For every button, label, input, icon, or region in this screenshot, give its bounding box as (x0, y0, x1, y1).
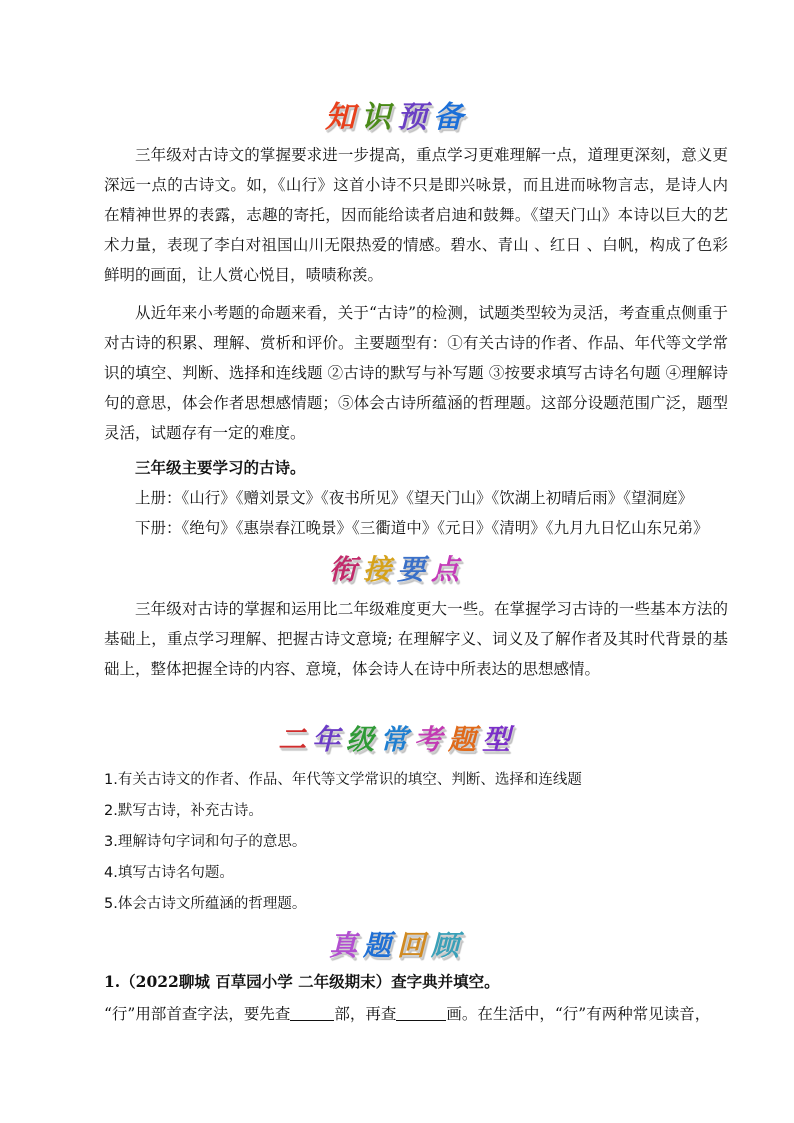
heading-char: 回 (397, 929, 432, 962)
poems-title: 三年级主要学习的古诗。 (135, 458, 306, 477)
heading-char: 要 (397, 553, 432, 586)
heading-char: 题 (448, 723, 483, 756)
heading-char: 题 (362, 929, 397, 962)
heading-char: 备 (433, 100, 469, 135)
type-item-3: 3.理解诗句字词和句子的意思。 (104, 834, 307, 850)
heading-char: 衔 (328, 553, 363, 586)
heading-past-questions (0, 924, 794, 964)
heading-char: 年 (311, 723, 346, 756)
heading-char: 知 (325, 100, 361, 135)
heading-char: 预 (397, 100, 433, 135)
heading-char: 顾 (431, 929, 466, 962)
intro-paragraph-1: 三年级对古诗文的掌握要求进一步提高，重点学习更难理解一点，道理更深刻，意义更深远一点的古诗文。如，《山行》这首小诗不只是即兴咏景，而且进而咏物言志，是诗人内在精神世界的表露，志趣的寄托，因而能给读者启迪和鼓舞。《望天门山》本诗以巨大的艺术力量，表现了李白对祖国山川无限热爱的情感。碧水、青山 、红日 、白帆，构成了色彩鲜明的画面，让人赏心悦目，啧啧称羡。 (104, 146, 728, 284)
poems-lower-volume: 下册：《绝句》《惠崇春江晚景》《三衢道中》《元日》《清明》《九月九日忆山东兄弟》 (135, 519, 709, 537)
radical-blank[interactable] (290, 1004, 334, 1021)
heading-char: 考 (414, 723, 449, 756)
poems-upper-volume: 上册：《山行》《赠刘景文》《夜书所见》《望天门山》《饮湖上初晴后雨》《望洞庭》 (135, 489, 694, 507)
heading-char: 二 (277, 723, 312, 756)
question-1-text-c: 画。在生活中，“行”有两种常见读音， (446, 1005, 711, 1023)
heading-char: 型 (482, 723, 517, 756)
type-item-4: 4.填写古诗名句题。 (104, 865, 234, 881)
heading-common-question-types (0, 718, 794, 758)
question-1-title: 1.（2022聊城 百草园小学 二年级期末）查字典并填空。 (104, 972, 500, 991)
heading-char: 点 (431, 553, 466, 586)
stroke-count-blank[interactable] (396, 1004, 446, 1021)
heading-connection-points (0, 548, 794, 588)
connect-paragraph: 三年级对古诗的掌握和运用比二年级难度更大一些。在掌握学习古诗的一些基本方法的基础上，重点学习理解、把握古诗文意境; 在理解字义、词义及了解作者及其时代背景的基础上，整体把握全诗的内容、意境，体会诗人在诗中所表达的思想感情。 (104, 600, 728, 678)
question-1-text (104, 1002, 728, 1024)
intro-paragraph-2: 从近年来小考题的命题来看，关于“古诗”的检测，试题类型较为灵活，考查重点侧重于对古诗的积累、理解、赏析和评价。主要题型有：①有关古诗的作者、作品、年代等文学常识的填空、判断、选择和连线题 ②古诗的默写与补写题 ③按要求填写古诗名句题 ④理解诗句的意思，体会作者思想感情题；⑤体会古诗所蕴涵的哲理题。这部分设题范围广泛，题型灵活，试题存有一定的难度。 (104, 304, 728, 442)
type-item-2: 2.默写古诗，补充古诗。 (104, 803, 263, 819)
type-item-5: 5.体会古诗文所蕴涵的哲理题。 (104, 896, 307, 912)
question-1-text-b: 部，再查 (334, 1005, 397, 1023)
heading-char: 常 (379, 723, 414, 756)
heading-char: 级 (345, 723, 380, 756)
question-1-text-a: “行”用部首查字法，要先查 (104, 1005, 291, 1023)
heading-char: 识 (361, 100, 397, 135)
heading-knowledge-prep (0, 92, 794, 136)
heading-char: 接 (362, 553, 397, 586)
heading-char: 真 (328, 929, 363, 962)
type-item-1: 1.有关古诗文的作者、作品、年代等文学常识的填空、判断、选择和连线题 (104, 772, 582, 788)
